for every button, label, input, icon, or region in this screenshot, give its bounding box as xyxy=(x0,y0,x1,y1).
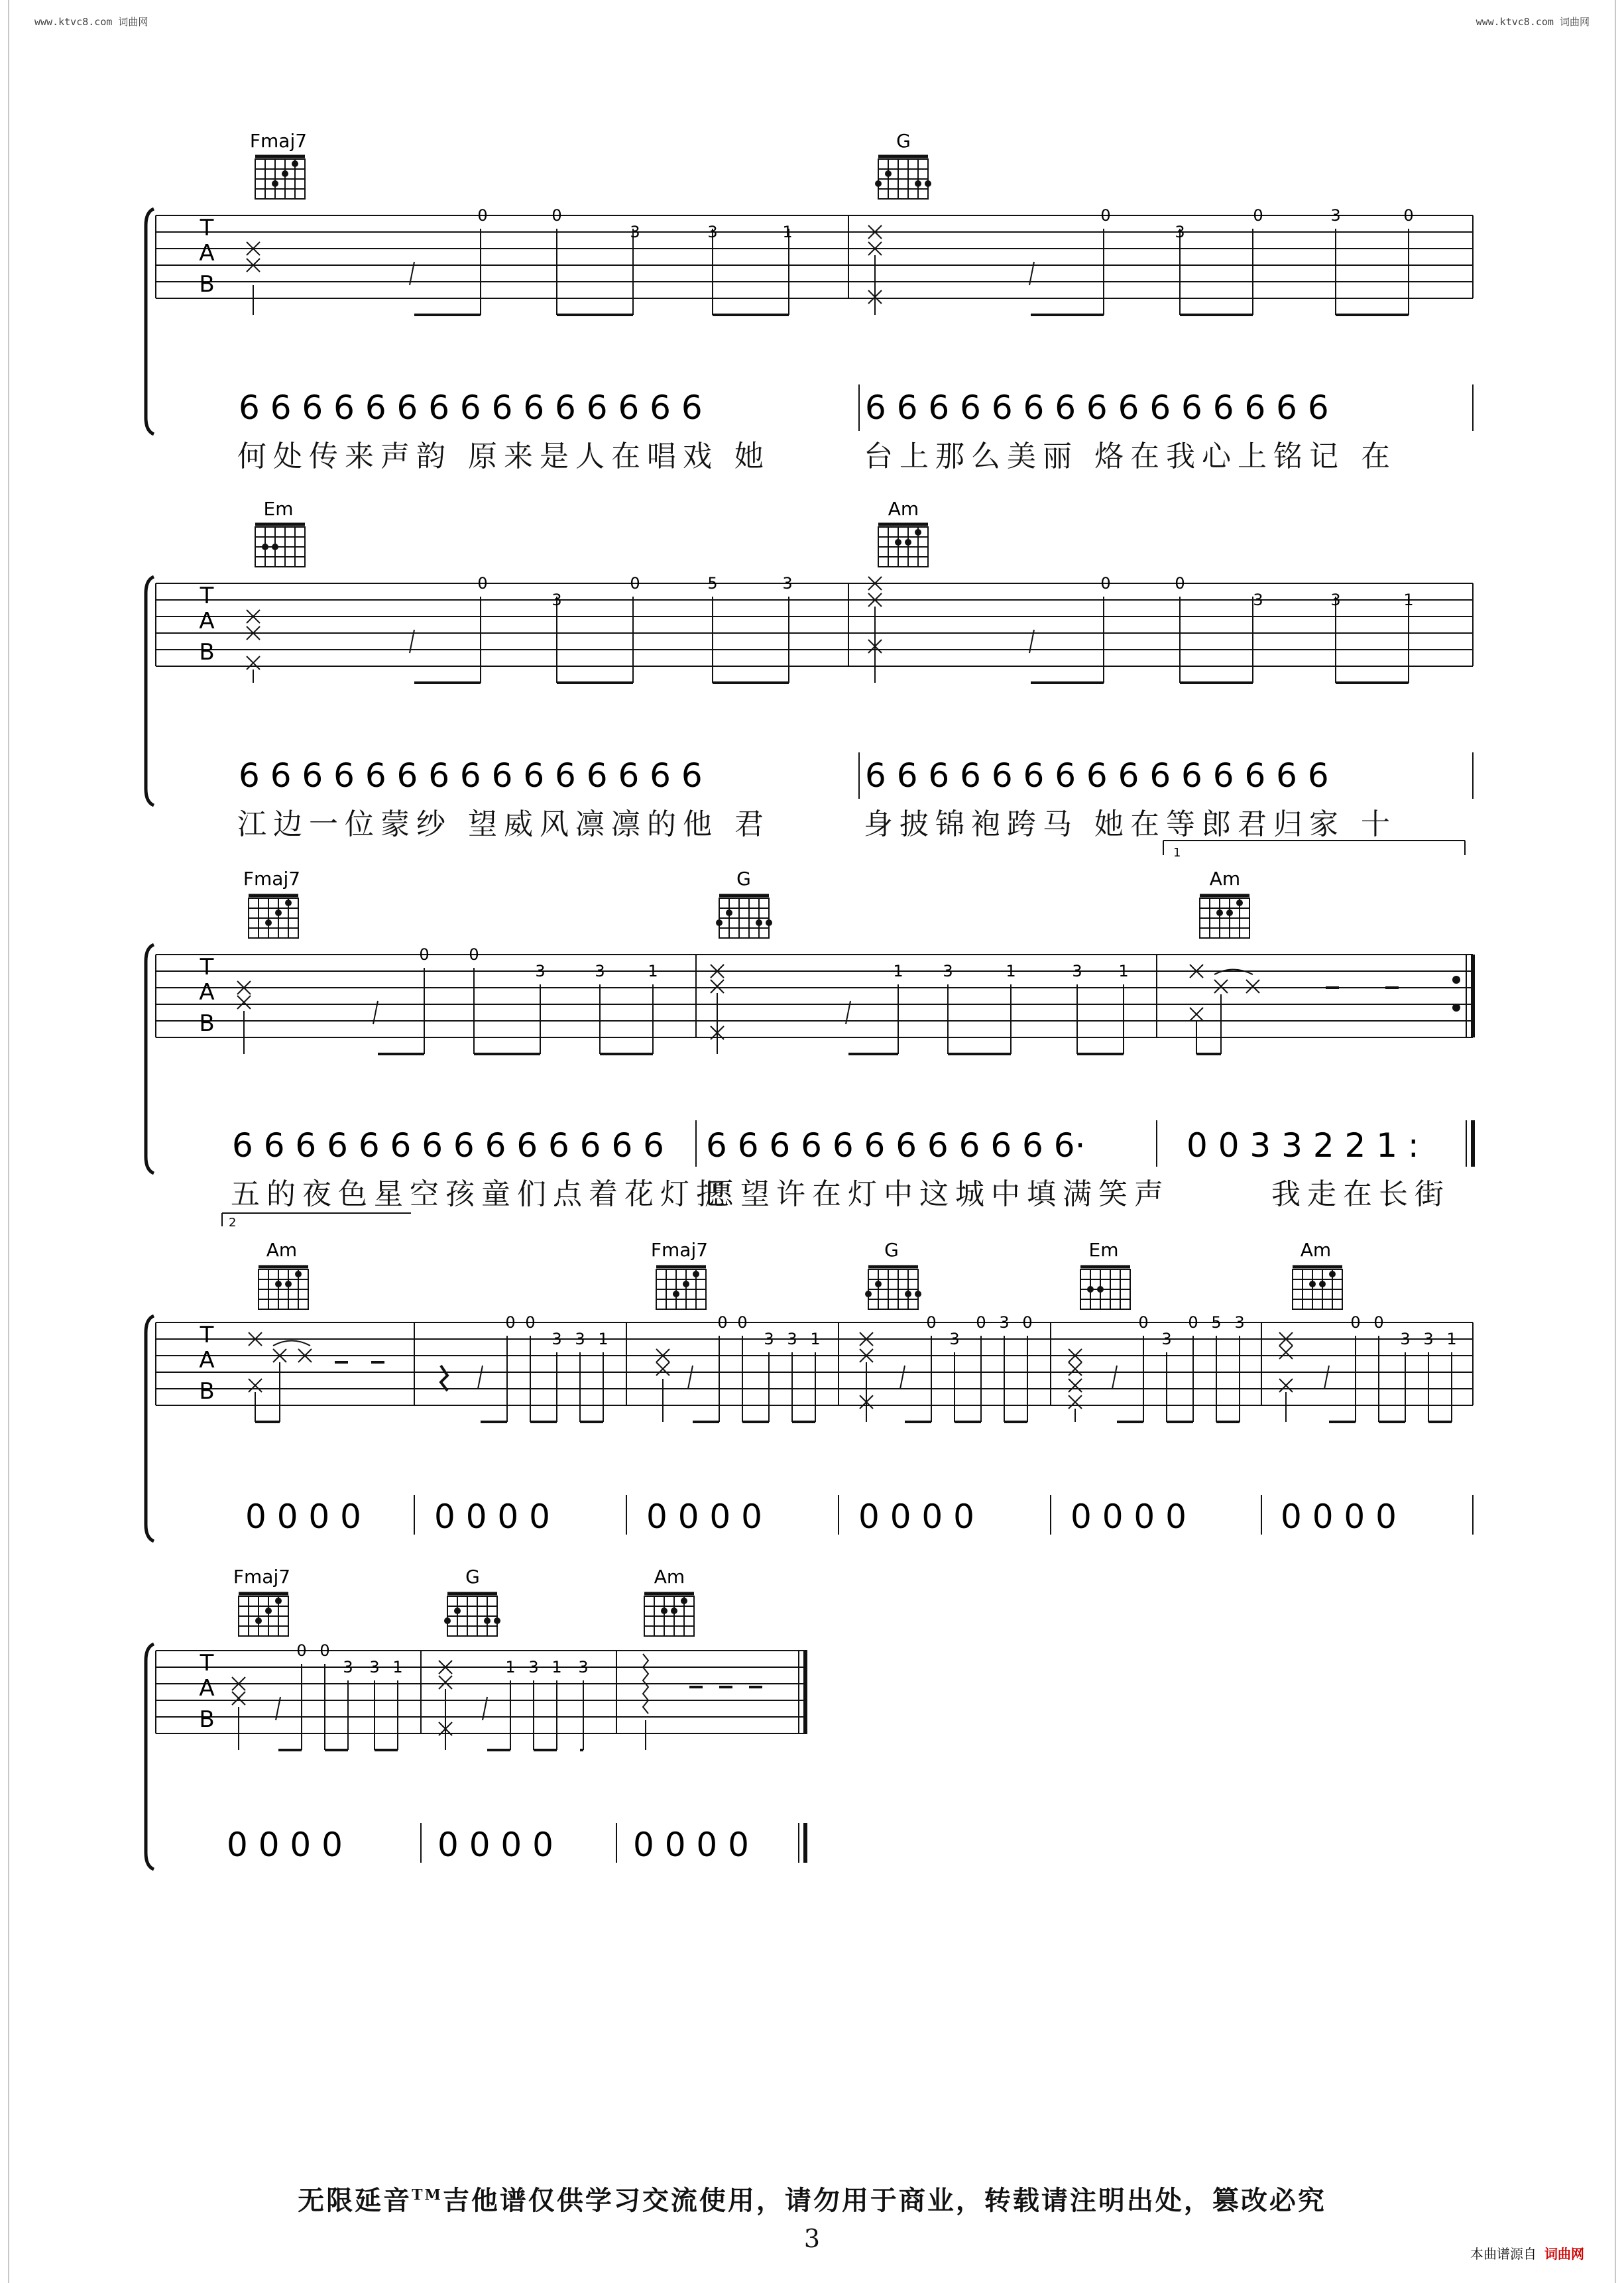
svg-text:3: 3 xyxy=(1423,1330,1434,1348)
chord-diagram-g xyxy=(865,1239,921,1309)
svg-text:0: 0 xyxy=(630,574,640,593)
chord-diagram-g xyxy=(716,868,772,938)
svg-text:1: 1 xyxy=(392,1658,403,1676)
svg-text:1: 1 xyxy=(1173,846,1181,860)
svg-text:3: 3 xyxy=(551,591,562,609)
svg-text:3: 3 xyxy=(943,962,953,980)
notation-line: 6 6 6 6 6 6 6 6 6 6 6 6 6 6 6 xyxy=(239,756,703,795)
svg-text:1: 1 xyxy=(505,1658,516,1676)
svg-text:3: 3 xyxy=(535,962,546,980)
svg-text:0: 0 xyxy=(926,1313,937,1332)
chord-diagram-g xyxy=(444,1566,500,1636)
svg-text:3: 3 xyxy=(369,1658,380,1676)
svg-text:0: 0 xyxy=(477,574,488,593)
lyrics-line: 江边一位蒙纱 望威风凛凛的他 君 xyxy=(237,807,770,841)
svg-text:A: A xyxy=(199,1675,215,1702)
tab-letter-a: A xyxy=(199,240,215,266)
svg-text:Am: Am xyxy=(1209,868,1241,890)
chord-name: Am xyxy=(888,498,919,520)
svg-text:3: 3 xyxy=(1253,591,1263,609)
svg-text:1: 1 xyxy=(1118,962,1129,980)
header-site-left: www.ktvc8.com 词曲网 xyxy=(34,16,148,28)
svg-text:B: B xyxy=(199,1010,215,1037)
svg-text:0: 0 xyxy=(1350,1313,1361,1332)
lyrics-line: 何处传来声韵 原来是人在唱戏 她 xyxy=(237,439,770,473)
svg-text:T: T xyxy=(200,1322,214,1348)
chord-diagram-am xyxy=(1293,1239,1342,1309)
svg-text:1: 1 xyxy=(1403,591,1414,609)
svg-text:3: 3 xyxy=(1175,223,1185,241)
svg-text:2: 2 xyxy=(229,1216,237,1230)
svg-text:Fmaj7: Fmaj7 xyxy=(233,1566,291,1588)
system-5 xyxy=(146,1566,807,1869)
svg-text:B: B xyxy=(199,639,215,666)
svg-text:0: 0 xyxy=(717,1313,728,1332)
svg-text:3: 3 xyxy=(630,223,640,241)
svg-text:1: 1 xyxy=(782,223,793,241)
notation-line: 6 6 6 6 6 6 6 6 6 6 6 6 6 6 6 xyxy=(865,388,1329,427)
svg-text:G: G xyxy=(465,1566,480,1588)
svg-text:0: 0 xyxy=(1100,574,1111,593)
page-number: 3 xyxy=(803,2224,821,2253)
svg-text:1: 1 xyxy=(1006,962,1016,980)
svg-text:Em: Em xyxy=(1088,1239,1119,1261)
svg-text:3: 3 xyxy=(949,1330,960,1348)
brand-logo-text: 词曲网 xyxy=(1544,2246,1584,2262)
notation-row xyxy=(245,1497,1397,1536)
notation-line: 6 6 6 6 6 6 6 6 6 6 6 6 6 6 6 xyxy=(239,388,703,427)
svg-text:1: 1 xyxy=(810,1330,821,1348)
svg-text:A: A xyxy=(199,979,215,1006)
chord-diagram-am xyxy=(644,1566,694,1636)
svg-text:0: 0 xyxy=(737,1313,748,1332)
system-1 xyxy=(146,130,1473,434)
chord-diagram-fmaj7 xyxy=(250,130,307,199)
header-site-right: www.ktvc8.com 词曲网 xyxy=(1476,16,1590,28)
notation-line: 6 6 6 6 6 6 6 6 6 6 6 6 6 6 xyxy=(232,1126,664,1165)
svg-text:3: 3 xyxy=(787,1330,797,1348)
chord-diagram-g xyxy=(875,130,931,199)
svg-text:3: 3 xyxy=(1330,591,1341,609)
svg-text:0: 0 xyxy=(296,1641,307,1660)
tab-clef xyxy=(199,215,214,298)
svg-text:0 0 0 0: 0 0 0 0 xyxy=(646,1497,762,1536)
svg-text:0: 0 xyxy=(525,1313,536,1332)
svg-text:3: 3 xyxy=(528,1658,539,1676)
chord-diagram-fmaj7 xyxy=(651,1239,708,1309)
chord-diagram-fmaj7 xyxy=(243,868,300,938)
volta-bracket-1 xyxy=(1163,841,1465,860)
svg-text:0: 0 xyxy=(1188,1313,1198,1332)
svg-text:A: A xyxy=(199,608,215,634)
svg-text:3: 3 xyxy=(595,962,605,980)
svg-text:Am: Am xyxy=(654,1566,685,1588)
svg-text:T: T xyxy=(200,954,214,980)
svg-text:3: 3 xyxy=(707,223,718,241)
svg-text:B: B xyxy=(199,1378,215,1405)
svg-text:3: 3 xyxy=(551,1330,562,1348)
svg-text:T: T xyxy=(200,583,214,609)
svg-text:3: 3 xyxy=(575,1330,585,1348)
chord-diagram-am xyxy=(878,498,928,567)
svg-text:0: 0 xyxy=(1100,206,1111,225)
lyrics-line: 台上那么美丽 烙在我心上铭记 在 xyxy=(864,439,1397,473)
lyrics-line: 五的夜色星空孩童们点着花灯把 xyxy=(231,1177,732,1211)
svg-text:1: 1 xyxy=(598,1330,609,1348)
svg-text:5: 5 xyxy=(1211,1313,1222,1332)
chord-diagram-fmaj7 xyxy=(233,1566,290,1636)
svg-text:G: G xyxy=(736,868,751,890)
svg-text:0: 0 xyxy=(477,206,488,225)
svg-text:3: 3 xyxy=(578,1658,589,1676)
chord-diagram-em xyxy=(255,498,305,567)
tab-letter-b: B xyxy=(199,271,215,298)
svg-text:0 0 0 0: 0 0 0 0 xyxy=(1071,1497,1187,1536)
svg-text:Am: Am xyxy=(266,1239,298,1261)
svg-text:Fmaj7: Fmaj7 xyxy=(650,1239,709,1261)
svg-text:Am: Am xyxy=(1300,1239,1332,1261)
lyrics-line: 愿望许在灯中这城中填满笑声 xyxy=(705,1177,1170,1211)
lyrics-line: 我走在长街 xyxy=(1271,1177,1450,1211)
svg-text:3: 3 xyxy=(764,1330,774,1348)
chord-diagram-am xyxy=(1200,868,1249,938)
svg-text:0: 0 xyxy=(976,1313,986,1332)
svg-text:T: T xyxy=(200,1650,214,1676)
notation-line: 0 0 3 3 2 2 1 : xyxy=(1187,1126,1419,1165)
svg-text:0: 0 xyxy=(1138,1313,1149,1332)
notation-row xyxy=(227,1826,749,1864)
volta-bracket-2 xyxy=(222,1213,411,1230)
chord-name: G xyxy=(896,130,911,152)
svg-text:3: 3 xyxy=(1072,962,1082,980)
svg-text:3: 3 xyxy=(1234,1313,1245,1332)
copyright-footer: 无限延音™吉他谱仅供学习交流使用，请勿用于商业，转载请注明出处，篡改必究 xyxy=(298,2185,1326,2216)
svg-text:Fmaj7: Fmaj7 xyxy=(243,868,301,890)
svg-text:0 0 0 0: 0 0 0 0 xyxy=(437,1826,553,1864)
svg-text:0: 0 xyxy=(1022,1313,1033,1332)
svg-text:0: 0 xyxy=(1253,206,1263,225)
svg-text:B: B xyxy=(199,1706,215,1733)
svg-text:0: 0 xyxy=(505,1313,516,1332)
svg-text:0: 0 xyxy=(419,945,430,964)
svg-text:0 0 0 0: 0 0 0 0 xyxy=(633,1826,749,1864)
svg-text:1: 1 xyxy=(893,962,903,980)
chord-diagram-am xyxy=(259,1239,308,1309)
svg-text:0: 0 xyxy=(469,945,479,964)
notation-line: 6 6 6 6 6 6 6 6 6 6 6 6 6 6 6 xyxy=(865,756,1329,795)
svg-text:0 0 0 0: 0 0 0 0 xyxy=(245,1497,361,1536)
svg-text:A: A xyxy=(199,1347,215,1374)
svg-text:1: 1 xyxy=(648,962,658,980)
system-4 xyxy=(146,1239,1473,1541)
svg-text:3: 3 xyxy=(1400,1330,1411,1348)
svg-text:0: 0 xyxy=(1175,574,1185,593)
svg-text:3: 3 xyxy=(1330,206,1341,225)
svg-text:1: 1 xyxy=(551,1658,562,1676)
lyrics-line: 身披锦袍跨马 她在等郎君归家 十 xyxy=(864,807,1397,841)
svg-text:0 0 0 0: 0 0 0 0 xyxy=(1281,1497,1397,1536)
svg-text:3: 3 xyxy=(999,1313,1010,1332)
source-credit: 本曲谱源自 词曲网 xyxy=(1470,2246,1584,2262)
svg-text:0: 0 xyxy=(1373,1313,1384,1332)
svg-text:1: 1 xyxy=(1446,1330,1457,1348)
svg-text:0: 0 xyxy=(1403,206,1414,225)
tab-letter-t: T xyxy=(200,215,214,241)
svg-text:3: 3 xyxy=(782,574,793,593)
svg-text:0: 0 xyxy=(551,206,562,225)
svg-text:0 0 0 0: 0 0 0 0 xyxy=(434,1497,550,1536)
chord-diagram-em xyxy=(1080,1239,1130,1309)
svg-text:3: 3 xyxy=(343,1658,353,1676)
chord-name: Fmaj7 xyxy=(249,130,308,152)
svg-text:G: G xyxy=(884,1239,899,1261)
svg-text:0 0 0 0: 0 0 0 0 xyxy=(858,1497,974,1536)
notation-line: 6 6 6 6 6 6 6 6 6 6 6 6· xyxy=(706,1126,1086,1165)
chord-name: Em xyxy=(263,498,294,520)
svg-text:0: 0 xyxy=(319,1641,330,1660)
svg-text:0 0 0 0: 0 0 0 0 xyxy=(227,1826,343,1864)
svg-text:3: 3 xyxy=(1161,1330,1172,1348)
svg-text:5: 5 xyxy=(707,574,718,593)
